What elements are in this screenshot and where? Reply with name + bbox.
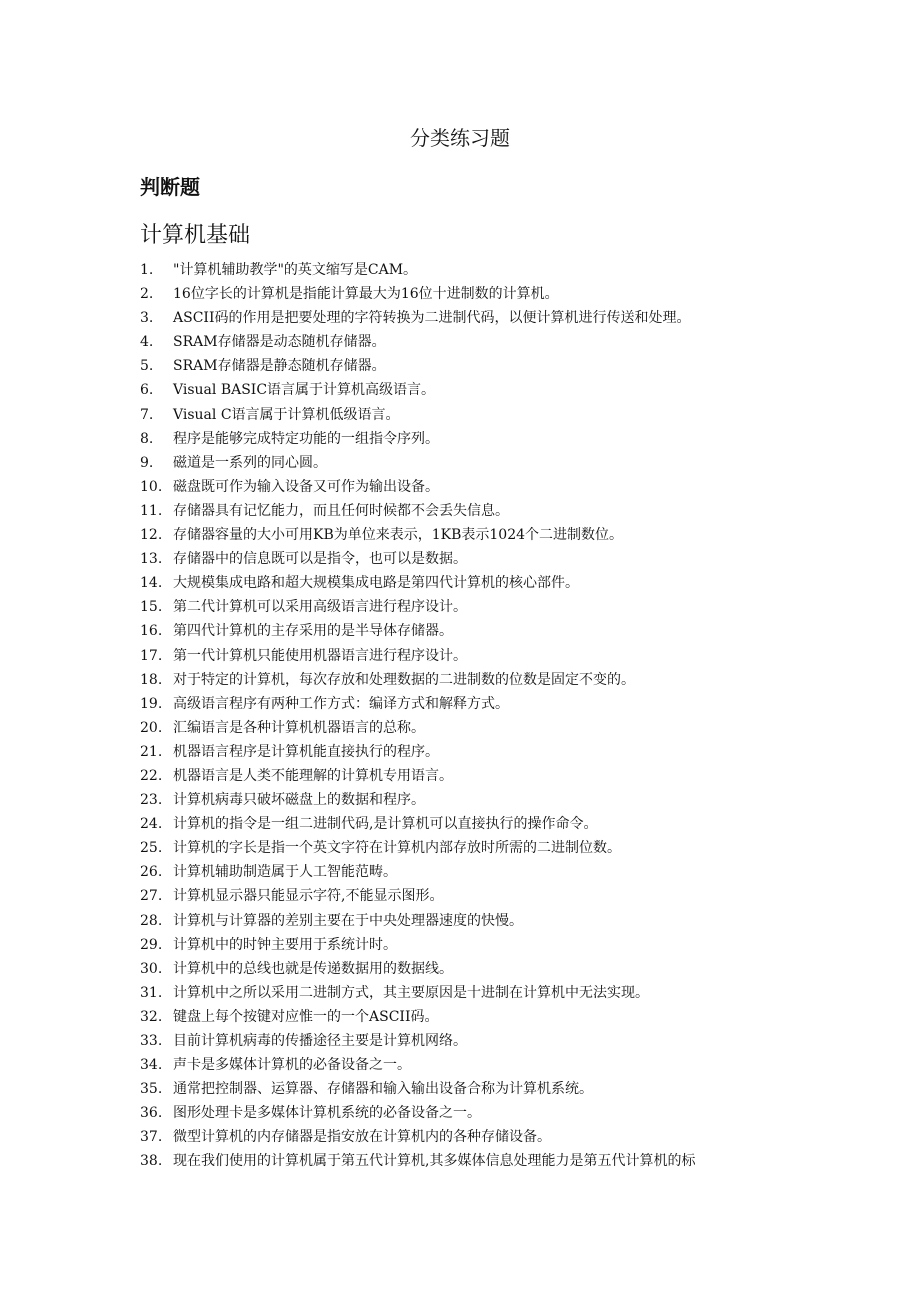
item-text: 磁道是一系列的同心圆。 bbox=[173, 454, 327, 471]
item-text: SRAM存储器是动态随机存储器。 bbox=[173, 334, 386, 351]
item-number: 13. bbox=[140, 551, 163, 568]
list-item bbox=[140, 860, 800, 884]
item-text: 高级语言程序有两种工作方式：编译方式和解释方式。 bbox=[173, 695, 509, 712]
item-text: 声卡是多媒体计算机的必备设备之一。 bbox=[173, 1057, 411, 1074]
list-item bbox=[140, 571, 800, 595]
item-number: 38. bbox=[140, 1153, 163, 1170]
item-text: 存储器容量的大小可用KB为单位来表示，1KB表示1024个二进制数位。 bbox=[173, 527, 624, 544]
subsection-heading: 计算机基础 bbox=[140, 223, 251, 248]
item-number: 11. bbox=[140, 502, 163, 519]
item-text: 通常把控制器、运算器、存储器和输入输出设备合称为计算机系统。 bbox=[173, 1081, 593, 1098]
item-number: 2. bbox=[140, 286, 154, 303]
item-text: 计算机中的总线也就是传递数据用的数据线。 bbox=[173, 960, 453, 977]
list-item bbox=[140, 451, 800, 475]
item-number: 27. bbox=[140, 888, 163, 905]
list-item bbox=[140, 764, 800, 788]
item-number: 37. bbox=[140, 1129, 163, 1146]
list-item bbox=[140, 258, 800, 282]
item-text: 存储器具有记忆能力，而且任何时候都不会丢失信息。 bbox=[173, 502, 509, 519]
item-text: 计算机的指令是一组二进制代码,是计算机可以直接执行的操作命令。 bbox=[173, 816, 598, 833]
list-item bbox=[140, 1029, 800, 1053]
item-number: 32. bbox=[140, 1008, 163, 1025]
item-text: 程序是能够完成特定功能的一组指令序列。 bbox=[173, 430, 439, 447]
list-item bbox=[140, 836, 800, 860]
list-item bbox=[140, 740, 800, 764]
item-text: 16位字长的计算机是指能计算最大为16位十进制数的计算机。 bbox=[173, 286, 559, 303]
list-item bbox=[140, 547, 800, 571]
list-item bbox=[140, 957, 800, 981]
item-number: 17. bbox=[140, 647, 163, 664]
item-text: 第四代计算机的主存采用的是半导体存储器。 bbox=[173, 623, 453, 640]
list-item bbox=[140, 475, 800, 499]
item-number: 22. bbox=[140, 767, 163, 784]
item-number: 34. bbox=[140, 1057, 163, 1074]
item-number: 28. bbox=[140, 912, 163, 929]
item-number: 9. bbox=[140, 454, 154, 471]
list-item bbox=[140, 282, 800, 306]
item-text: "计算机辅助教学"的英文缩写是CAM。 bbox=[173, 262, 418, 278]
list-item bbox=[140, 788, 800, 812]
list-item bbox=[140, 933, 800, 957]
list-item bbox=[140, 716, 800, 740]
document-title: 分类练习题 bbox=[410, 126, 510, 150]
item-number: 6. bbox=[140, 382, 154, 399]
item-text: 计算机的字长是指一个英文字符在计算机内部存放时所需的二进制位数。 bbox=[173, 840, 621, 857]
item-text: 目前计算机病毒的传播途径主要是计算机网络。 bbox=[173, 1033, 467, 1049]
item-number: 29. bbox=[140, 936, 163, 953]
list-item bbox=[140, 692, 800, 716]
item-number: 14. bbox=[140, 575, 163, 592]
question-list bbox=[140, 258, 800, 1174]
list-item bbox=[140, 812, 800, 836]
list-item bbox=[140, 403, 800, 427]
item-text: 机器语言是人类不能理解的计算机专用语言。 bbox=[173, 767, 453, 784]
item-text: 机器语言程序是计算机能直接执行的程序。 bbox=[173, 743, 439, 760]
item-number: 18. bbox=[140, 671, 163, 688]
item-number: 3. bbox=[140, 310, 154, 327]
item-number: 19. bbox=[140, 695, 163, 712]
list-item bbox=[140, 330, 800, 354]
item-text: 计算机与计算器的差别主要在于中央处理器速度的快慢。 bbox=[173, 912, 523, 929]
item-text: 微型计算机的内存储器是指安放在计算机内的各种存储设备。 bbox=[173, 1129, 551, 1146]
item-text: 键盘上每个按键对应惟一的一个ASCII码。 bbox=[173, 1008, 439, 1025]
item-text: SRAM存储器是静态随机存储器。 bbox=[173, 358, 386, 375]
list-item bbox=[140, 1077, 800, 1101]
list-item bbox=[140, 1149, 800, 1173]
list-item bbox=[140, 884, 800, 908]
list-item bbox=[140, 981, 800, 1005]
list-item bbox=[140, 1125, 800, 1149]
list-item bbox=[140, 595, 800, 619]
section-heading: 判断题 bbox=[140, 175, 200, 199]
item-number: 25. bbox=[140, 840, 163, 857]
item-text: 计算机病毒只破坏磁盘上的数据和程序。 bbox=[173, 792, 425, 809]
item-text: ASCII码的作用是把要处理的字符转换为二进制代码，以便计算机进行传送和处理。 bbox=[173, 310, 691, 327]
list-item bbox=[140, 427, 800, 451]
item-text: Visual C语言属于计算机低级语言。 bbox=[173, 406, 400, 423]
item-text: 对于特定的计算机，每次存放和处理数据的二进制数的位数是固定不变的。 bbox=[173, 671, 635, 688]
item-number: 23. bbox=[140, 792, 163, 809]
item-number: 4. bbox=[140, 334, 154, 351]
item-number: 31. bbox=[140, 984, 163, 1001]
list-item bbox=[140, 499, 800, 523]
list-item bbox=[140, 354, 800, 378]
list-item bbox=[140, 909, 800, 933]
item-number: 1. bbox=[140, 262, 154, 278]
list-item bbox=[140, 306, 800, 330]
item-text: 计算机显示器只能显示字符,不能显示图形。 bbox=[173, 888, 444, 905]
list-item bbox=[140, 1101, 800, 1125]
item-number: 12. bbox=[140, 527, 163, 544]
item-text: 图形处理卡是多媒体计算机系统的必备设备之一。 bbox=[173, 1105, 481, 1122]
item-number: 20. bbox=[140, 719, 163, 736]
item-number: 35. bbox=[140, 1081, 163, 1098]
item-number: 30. bbox=[140, 960, 163, 977]
item-number: 5. bbox=[140, 358, 154, 375]
item-text: 汇编语言是各种计算机机器语言的总称。 bbox=[173, 719, 425, 736]
list-item bbox=[140, 1005, 800, 1029]
item-text: 大规模集成电路和超大规模集成电路是第四代计算机的核心部件。 bbox=[173, 575, 579, 592]
list-item bbox=[140, 668, 800, 692]
item-number: 21. bbox=[140, 743, 163, 760]
item-number: 16. bbox=[140, 623, 163, 640]
item-text: 存储器中的信息既可以是指令，也可以是数据。 bbox=[173, 551, 467, 568]
list-item bbox=[140, 378, 800, 402]
item-number: 7. bbox=[140, 406, 154, 423]
item-text: Visual BASIC语言属于计算机高级语言。 bbox=[173, 382, 436, 399]
item-text: 计算机辅助制造属于人工智能范畴。 bbox=[173, 864, 397, 881]
list-item bbox=[140, 523, 800, 547]
item-number: 26. bbox=[140, 864, 163, 881]
item-text: 计算机中的时钟主要用于系统计时。 bbox=[173, 936, 397, 953]
item-number: 15. bbox=[140, 599, 163, 616]
item-number: 10. bbox=[140, 478, 163, 495]
list-item bbox=[140, 619, 800, 643]
item-number: 36. bbox=[140, 1105, 163, 1122]
item-text: 计算机中之所以采用二进制方式，其主要原因是十进制在计算机中无法实现。 bbox=[173, 984, 649, 1001]
list-item bbox=[140, 1053, 800, 1077]
item-number: 24. bbox=[140, 816, 163, 833]
item-text: 现在我们使用的计算机属于第五代计算机,其多媒体信息处理能力是第五代计算机的标 bbox=[173, 1153, 696, 1170]
item-text: 磁盘既可作为输入设备又可作为输出设备。 bbox=[173, 478, 439, 495]
list-item bbox=[140, 644, 800, 668]
item-number: 33. bbox=[140, 1033, 163, 1049]
item-number: 8. bbox=[140, 430, 154, 447]
item-text: 第一代计算机只能使用机器语言进行程序设计。 bbox=[173, 647, 467, 664]
item-text: 第二代计算机可以采用高级语言进行程序设计。 bbox=[173, 599, 467, 616]
